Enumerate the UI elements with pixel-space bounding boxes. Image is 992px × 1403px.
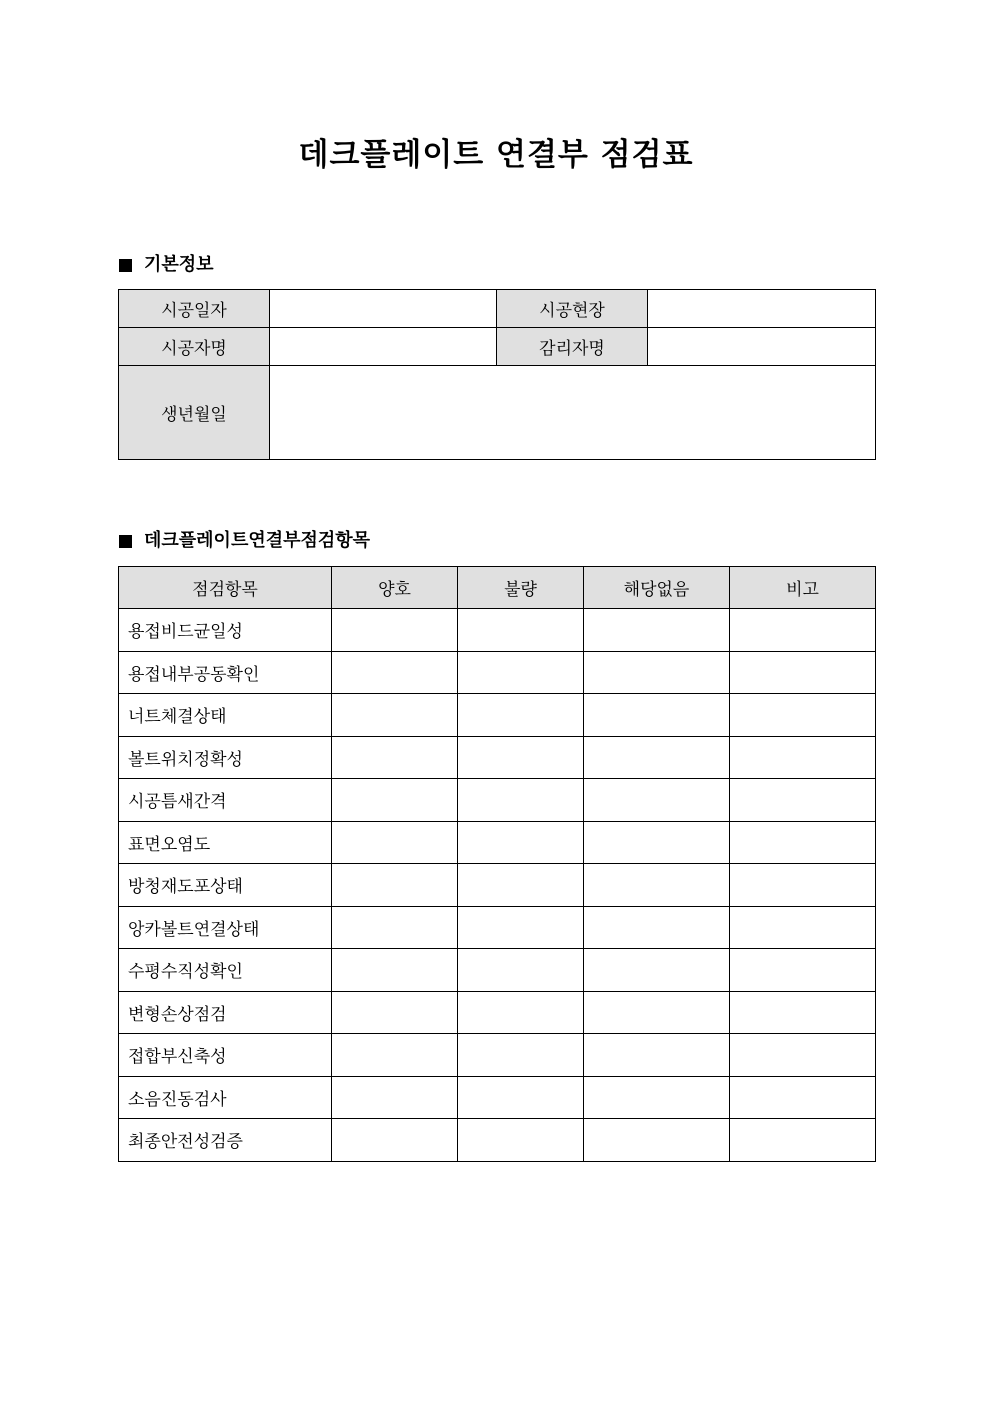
checklist-heading-text: 데크플레이트연결부점검항목 [144, 530, 371, 551]
bad-cell[interactable] [458, 1076, 584, 1119]
check-item-label: 용접비드균일성 [119, 609, 332, 652]
column-header-bad: 불량 [458, 567, 584, 609]
not-applicable-cell[interactable] [584, 736, 730, 779]
table-row [119, 991, 876, 1034]
checklist-body [119, 609, 876, 1162]
bad-cell[interactable] [458, 821, 584, 864]
checklist-header-row [119, 567, 876, 609]
remarks-cell[interactable] [730, 1034, 876, 1077]
basic-info-heading-text: 기본정보 [144, 254, 214, 275]
construction-date-label: 시공일자 [119, 290, 270, 328]
remarks-cell[interactable] [730, 736, 876, 779]
column-header-remarks: 비고 [730, 567, 876, 609]
constructor-name-label: 시공자명 [119, 328, 270, 366]
check-item-label: 앙카볼트연결상태 [119, 906, 332, 949]
birth-date-field[interactable] [270, 366, 876, 460]
bad-cell[interactable] [458, 779, 584, 822]
not-applicable-cell[interactable] [584, 906, 730, 949]
remarks-cell[interactable] [730, 949, 876, 992]
construction-site-field[interactable] [648, 290, 876, 328]
remarks-cell[interactable] [730, 609, 876, 652]
check-item-label: 수평수직성확인 [119, 949, 332, 992]
check-item-label: 소음진동검사 [119, 1076, 332, 1119]
basic-info-heading [119, 253, 214, 277]
table-row [119, 906, 876, 949]
not-applicable-cell[interactable] [584, 821, 730, 864]
check-item-label: 볼트위치정확성 [119, 736, 332, 779]
check-item-label: 최종안전성검증 [119, 1119, 332, 1162]
check-item-label: 용접내부공동확인 [119, 651, 332, 694]
not-applicable-cell[interactable] [584, 694, 730, 737]
supervisor-name-field[interactable] [648, 328, 876, 366]
not-applicable-cell[interactable] [584, 651, 730, 694]
info-row [119, 366, 876, 460]
remarks-cell[interactable] [730, 906, 876, 949]
table-row [119, 651, 876, 694]
not-applicable-cell[interactable] [584, 864, 730, 907]
checklist-table [118, 566, 876, 1162]
bad-cell[interactable] [458, 949, 584, 992]
not-applicable-cell[interactable] [584, 1034, 730, 1077]
birth-date-label: 생년월일 [119, 366, 270, 460]
good-cell[interactable] [332, 609, 458, 652]
good-cell[interactable] [332, 1076, 458, 1119]
remarks-cell[interactable] [730, 821, 876, 864]
construction-site-label: 시공현장 [497, 290, 648, 328]
check-item-label: 너트체결상태 [119, 694, 332, 737]
construction-date-field[interactable] [270, 290, 497, 328]
bad-cell[interactable] [458, 991, 584, 1034]
bad-cell[interactable] [458, 651, 584, 694]
table-row [119, 1119, 876, 1162]
not-applicable-cell[interactable] [584, 991, 730, 1034]
square-bullet-icon [119, 535, 132, 548]
not-applicable-cell[interactable] [584, 1119, 730, 1162]
not-applicable-cell[interactable] [584, 949, 730, 992]
bad-cell[interactable] [458, 1034, 584, 1077]
bad-cell[interactable] [458, 1119, 584, 1162]
info-row [119, 290, 876, 328]
remarks-cell[interactable] [730, 1119, 876, 1162]
check-item-label: 표면오염도 [119, 821, 332, 864]
remarks-cell[interactable] [730, 694, 876, 737]
column-header-item: 점검항목 [119, 567, 332, 609]
check-item-label: 방청재도포상태 [119, 864, 332, 907]
column-header-good: 양호 [332, 567, 458, 609]
table-row [119, 1076, 876, 1119]
good-cell[interactable] [332, 1034, 458, 1077]
not-applicable-cell[interactable] [584, 1076, 730, 1119]
document-title: 데크플레이트 연결부 점검표 [298, 137, 694, 173]
basic-info-table [118, 289, 876, 460]
good-cell[interactable] [332, 694, 458, 737]
table-row [119, 1034, 876, 1077]
info-row [119, 328, 876, 366]
good-cell[interactable] [332, 949, 458, 992]
good-cell[interactable] [332, 906, 458, 949]
supervisor-name-label: 감리자명 [497, 328, 648, 366]
good-cell[interactable] [332, 991, 458, 1034]
square-bullet-icon [119, 259, 132, 272]
table-row [119, 736, 876, 779]
bad-cell[interactable] [458, 736, 584, 779]
check-item-label: 변형손상점검 [119, 991, 332, 1034]
good-cell[interactable] [332, 864, 458, 907]
remarks-cell[interactable] [730, 779, 876, 822]
table-row [119, 821, 876, 864]
remarks-cell[interactable] [730, 651, 876, 694]
remarks-cell[interactable] [730, 864, 876, 907]
bad-cell[interactable] [458, 609, 584, 652]
good-cell[interactable] [332, 1119, 458, 1162]
bad-cell[interactable] [458, 906, 584, 949]
bad-cell[interactable] [458, 694, 584, 737]
table-row [119, 949, 876, 992]
check-item-label: 접합부신축성 [119, 1034, 332, 1077]
good-cell[interactable] [332, 651, 458, 694]
constructor-name-field[interactable] [270, 328, 497, 366]
not-applicable-cell[interactable] [584, 779, 730, 822]
checklist-heading [119, 529, 370, 553]
not-applicable-cell[interactable] [584, 609, 730, 652]
good-cell[interactable] [332, 821, 458, 864]
good-cell[interactable] [332, 736, 458, 779]
table-row [119, 609, 876, 652]
column-header-not-applicable: 해당없음 [584, 567, 730, 609]
table-row [119, 779, 876, 822]
remarks-cell[interactable] [730, 1076, 876, 1119]
table-row [119, 864, 876, 907]
check-item-label: 시공틈새간격 [119, 779, 332, 822]
remarks-cell[interactable] [730, 991, 876, 1034]
table-row [119, 694, 876, 737]
bad-cell[interactable] [458, 864, 584, 907]
good-cell[interactable] [332, 779, 458, 822]
